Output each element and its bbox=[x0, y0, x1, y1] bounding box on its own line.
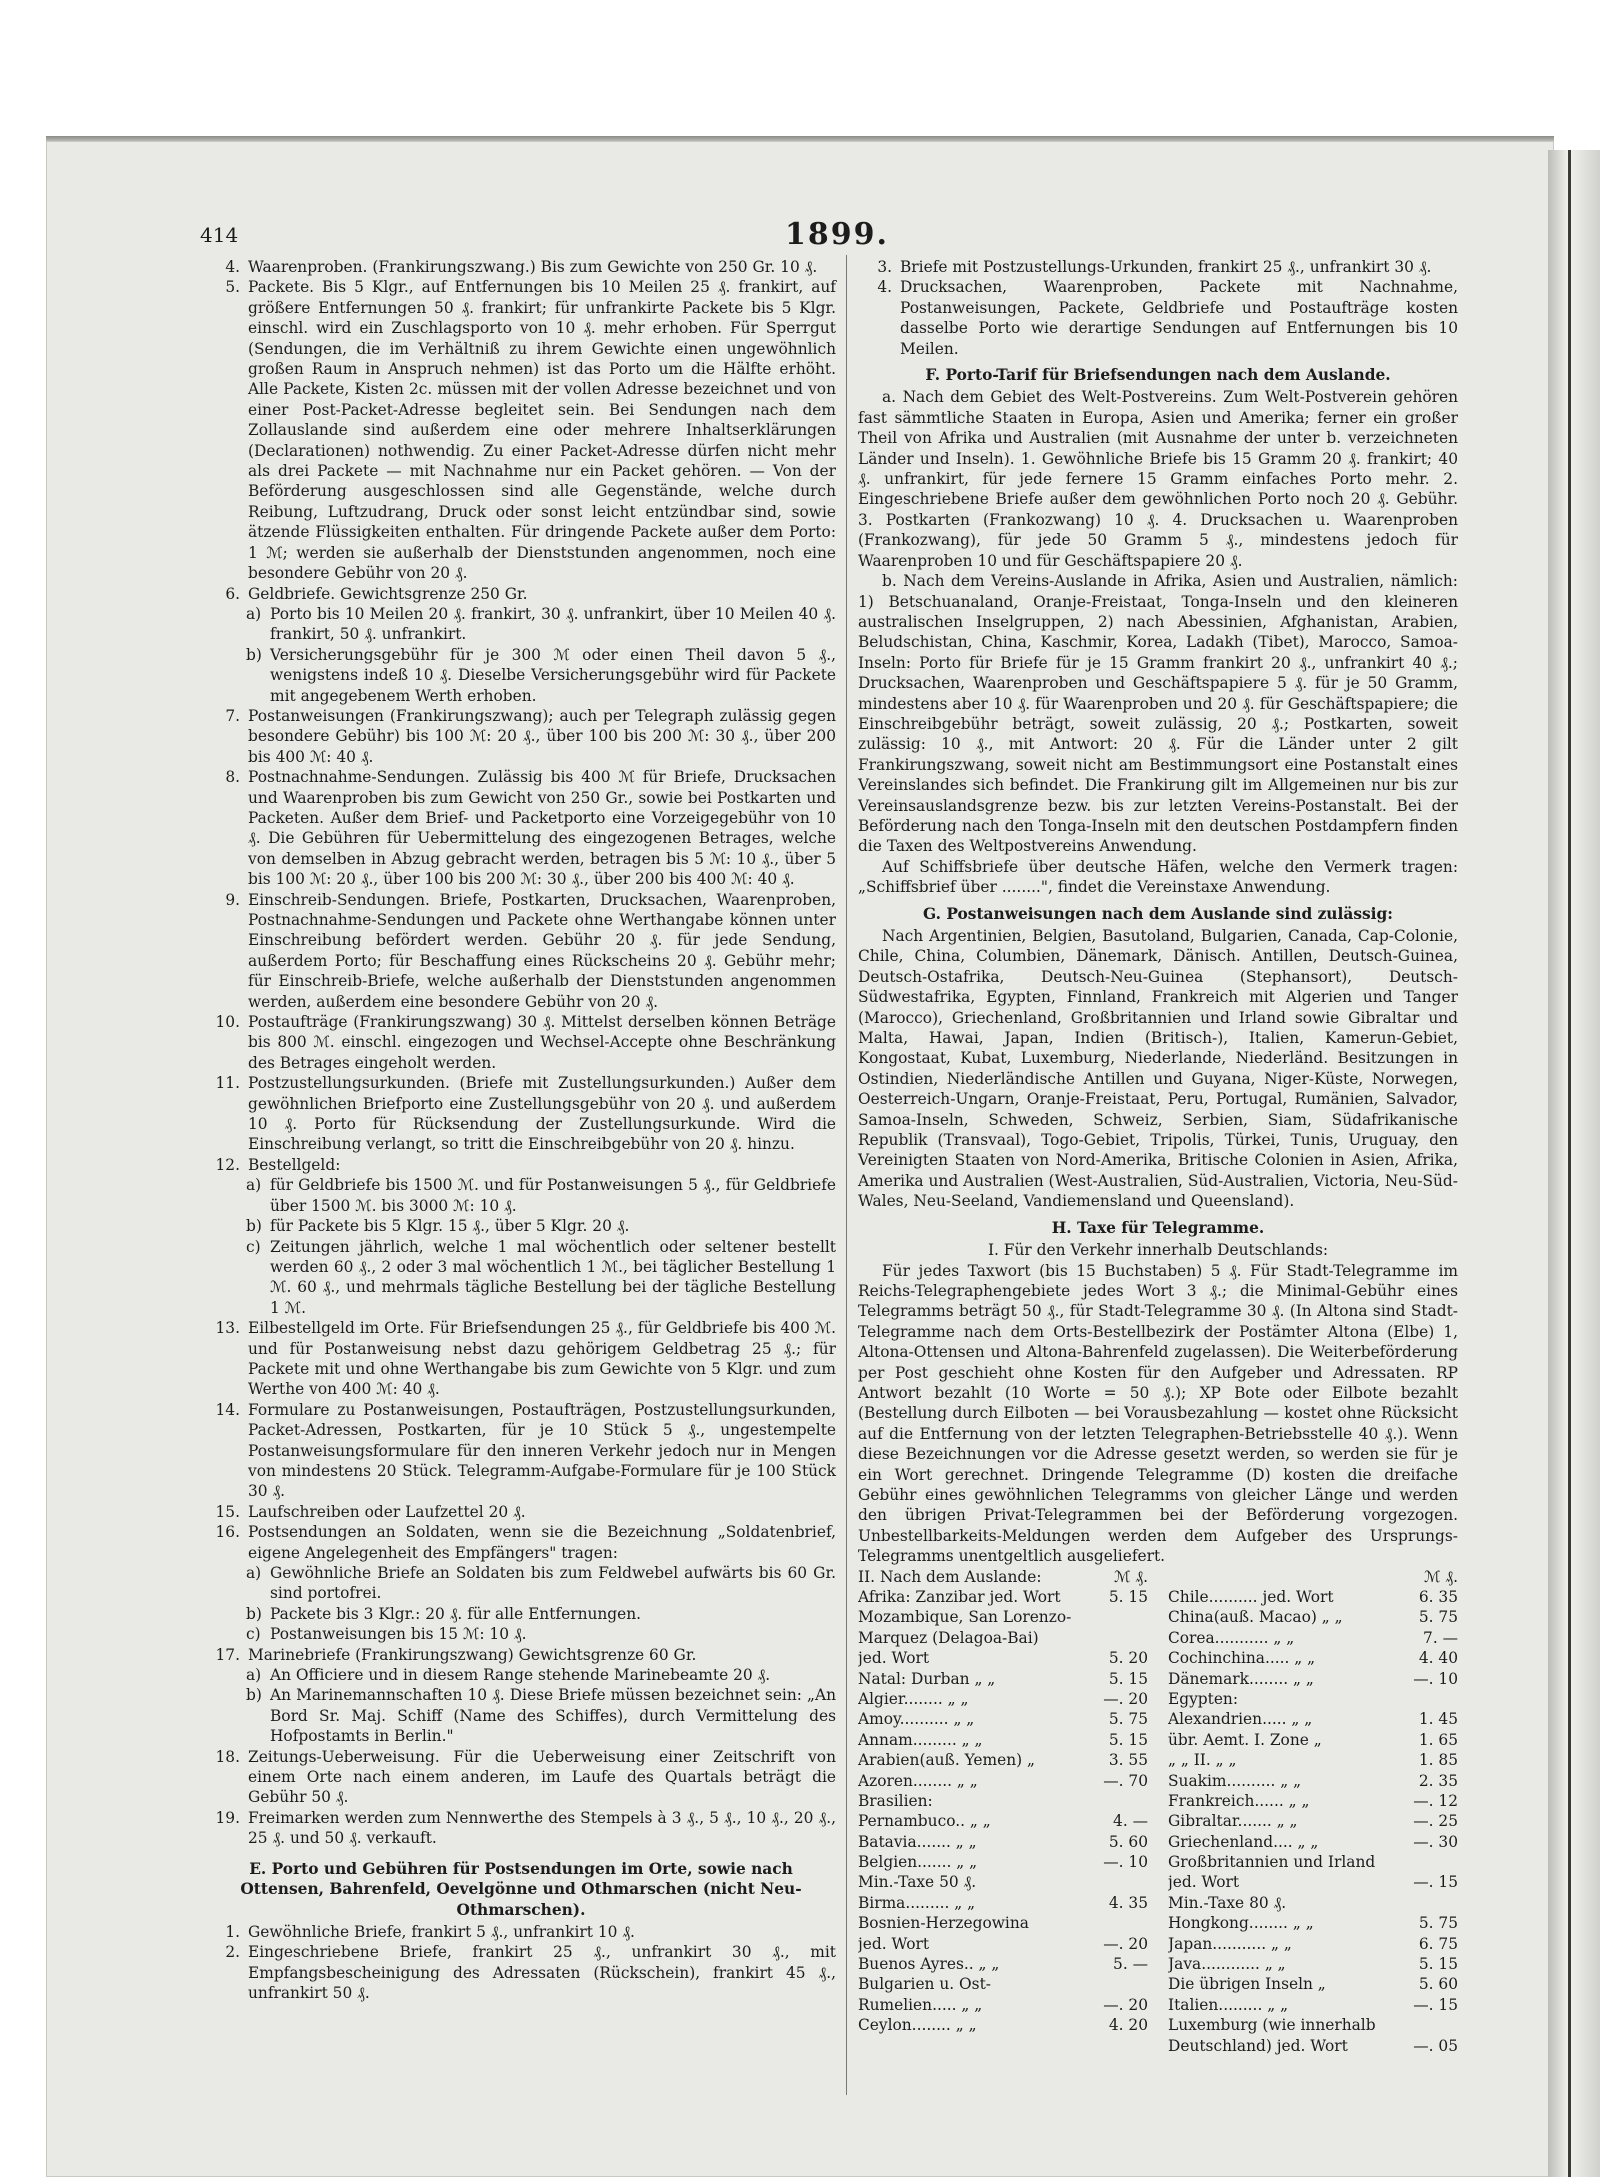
item-number: 12. bbox=[215, 1155, 240, 1174]
sub-item bbox=[246, 1624, 836, 1644]
rate-row bbox=[1168, 1852, 1458, 1872]
item-number: 17. bbox=[215, 1645, 240, 1664]
sub-item-letter: b) bbox=[246, 1686, 262, 1705]
numbered-item bbox=[206, 584, 836, 604]
rates-right-units: ℳ ₰. bbox=[1424, 1567, 1458, 1586]
left-column bbox=[206, 257, 836, 2004]
sub-item-text: für Packete bis 5 Klgr. 15 ₰., über 5 Klgr. 20 ₰. bbox=[270, 1217, 630, 1236]
rate-destination: Griechenland.... „ „ bbox=[1168, 1832, 1319, 1851]
rate-destination: Rumelien..... „ „ bbox=[858, 1995, 983, 2014]
telegram-rate-table bbox=[858, 1567, 1458, 2055]
section-e-title: E. Porto und Gebühren für Postsendungen im Orte, sowie nach Ottensen, Bahrenfeld, Oevelgönne und Othmarschen (nicht Neu-Othmarschen). bbox=[240, 1859, 802, 1919]
rate-row bbox=[1168, 1587, 1458, 1607]
rate-amount: —. 25 bbox=[1413, 1812, 1458, 1831]
numbered-item bbox=[206, 1012, 836, 1073]
rate-amount bbox=[1078, 1974, 1148, 1994]
item-number: 4. bbox=[877, 278, 892, 297]
sub-item-letter: b) bbox=[246, 645, 262, 664]
item-block bbox=[206, 1012, 836, 1073]
item-block bbox=[206, 1502, 836, 1522]
rate-row bbox=[858, 1648, 1148, 1668]
rate-amount: 4. — bbox=[1113, 1812, 1148, 1831]
rate-amount: 7. — bbox=[1423, 1628, 1458, 1647]
rate-amount: —. 10 bbox=[1413, 1669, 1458, 1688]
sub-item bbox=[246, 1604, 836, 1624]
rate-amount bbox=[1388, 2015, 1458, 2035]
item-number: 11. bbox=[215, 1074, 240, 1093]
rate-destination: Alexandrien..... „ „ bbox=[1168, 1710, 1313, 1729]
rate-row bbox=[858, 1587, 1148, 1607]
rate-amount: 5. 60 bbox=[1418, 1975, 1458, 1994]
rate-destination: Die übrigen Inseln „ bbox=[1168, 1975, 1326, 1994]
item-number: 6. bbox=[225, 584, 240, 603]
rate-amount: 6. 35 bbox=[1418, 1587, 1458, 1606]
item-text: Packete. Bis 5 Klgr., auf Entfernungen bis 10 Meilen 25 ₰. frankirt, auf größere Entfernungen 50 ₰. frankirt; für unfrankirte Packete bis 5 Klgr. einschl. wird ein Zuschlagsporto von 10 ₰. mehr erhoben. Für Sperrgut (Sendungen, die im Verhältniß zu ihrem Gewichte einen ungewöhnlich großen Raum in Anspruch nehmen) ist das Porto um die Hälfte erhöht. Alle Packete, Kisten 2c. müssen mit der vollen Adresse bezeichnet und von einer Post-Packet-Adresse begleitet sein. Bei Sendungen nach dem Zollauslande sind außerdem eine oder mehrere Inhaltserklärungen (Declarationen) nothwendig. Zu einer Packet-Adresse dürfen nicht mehr als drei Packete — mit Nachnahme nur ein Packet gehören. — Von der Beförderung ausgeschlossen sind alle Gegenstände, welche durch Reibung, Luftzudrang, Druck oder sonst leicht entzündbar sind, sowie ätzende Flüssigkeiten enthalten. Für dringende Packete außer dem Porto: 1 ℳ; werden sie außerhalb der Dienststunden angenommen, noch eine besondere Gebühr von 20 ₰. bbox=[248, 278, 836, 583]
rate-amount bbox=[1078, 1872, 1148, 1892]
numbered-item bbox=[206, 1922, 836, 1942]
rate-amount bbox=[1388, 1689, 1458, 1709]
sub-item-text: An Marinemannschaften 10 ₰. Diese Briefe müssen bezeichnet sein: „An Bord Sr. Maj. Schiff (Name des Schiffes), durch Vermittelung des Hofpostamts in Berlin." bbox=[270, 1686, 836, 1746]
item-block bbox=[206, 1942, 836, 2003]
item-block bbox=[206, 1922, 836, 1942]
item-text: Laufschreiben oder Laufzettel 20 ₰. bbox=[248, 1502, 526, 1521]
rate-amount: 5. 20 bbox=[1108, 1649, 1148, 1668]
sub-item-text: An Officiere und in diesem Range stehende Marinebeamte 20 ₰. bbox=[270, 1666, 771, 1685]
rate-amount: —. 20 bbox=[1103, 1934, 1148, 1953]
rate-row bbox=[858, 1832, 1148, 1852]
item-text: Postanweisungen (Frankirungszwang); auch per Telegraph zulässig gegen besondere Gebühr) bis 100 ℳ: 20 ₰., über 100 bis 200 ℳ: 30 ₰., über 200 bis 400 ℳ: 40 ₰. bbox=[248, 706, 836, 766]
rate-destination: Gibraltar....... „ „ bbox=[1168, 1812, 1298, 1831]
item-number: 1. bbox=[225, 1922, 240, 1941]
rate-amount: —. 05 bbox=[1413, 2036, 1458, 2055]
adjacent-page-edge bbox=[1548, 150, 1600, 2177]
rate-amount: —. 15 bbox=[1413, 1873, 1458, 1892]
rate-amount bbox=[1078, 1791, 1148, 1811]
rate-row bbox=[1168, 1669, 1458, 1689]
rate-amount: 5. — bbox=[1113, 1955, 1148, 1974]
rate-amount: 1. 85 bbox=[1418, 1751, 1458, 1770]
rate-row bbox=[1168, 1791, 1458, 1811]
item-text: Zeitungs-Ueberweisung. Für die Ueberweisung einer Zeitschrift von einem Orte nach einem anderen, im Laufe des Quartals beträgt die Gebühr 50 ₰. bbox=[248, 1747, 836, 1807]
item-number: 10. bbox=[215, 1013, 240, 1032]
sub-item-letter: a) bbox=[246, 1176, 262, 1195]
rate-row bbox=[858, 1913, 1148, 1933]
rate-amount: 1. 65 bbox=[1418, 1730, 1458, 1749]
rate-destination: Hongkong........ „ „ bbox=[1168, 1914, 1314, 1933]
rate-amount bbox=[1078, 1628, 1148, 1648]
rates-left-title: II. Nach dem Auslande: bbox=[858, 1567, 1042, 1586]
numbered-item bbox=[206, 1155, 836, 1175]
numbered-item bbox=[206, 1645, 836, 1665]
item-number: 9. bbox=[225, 890, 240, 909]
rate-row bbox=[1168, 1995, 1458, 2015]
item-text: Freimarken werden zum Nennwerthe des Stempels à 3 ₰., 5 ₰., 10 ₰., 20 ₰., 25 ₰. und 50 ₰. verkauft. bbox=[248, 1808, 836, 1848]
right-top-items bbox=[858, 257, 1458, 359]
rate-column-right bbox=[1168, 1567, 1458, 2056]
rate-destination: Min.-Taxe 50 ₰. bbox=[858, 1873, 977, 1892]
item-block bbox=[206, 1645, 836, 1747]
rate-amount: 5. 75 bbox=[1418, 1914, 1458, 1933]
rate-destination: Arabien(auß. Yemen) „ bbox=[858, 1751, 1036, 1770]
item-block bbox=[858, 257, 1458, 277]
rate-amount: 5. 15 bbox=[1418, 1955, 1458, 1974]
item-block bbox=[206, 767, 836, 889]
item-block bbox=[206, 1522, 836, 1644]
rates-left-units: ℳ ₰. bbox=[1114, 1567, 1148, 1586]
rate-row bbox=[858, 1872, 1148, 1892]
sub-item-letter: c) bbox=[246, 1625, 261, 1644]
sub-item-letter: a) bbox=[246, 1666, 262, 1685]
rate-destination: Afrika: Zanzibar jed. Wort bbox=[858, 1587, 1061, 1606]
item-text: Eilbestellgeld im Orte. Für Briefsendungen 25 ₰., für Geldbriefe bis 400 ℳ. und für Postanweisung nebst dazu gehörigem Geldbetrag 25 ₰.; für Packete mit und ohne Werthangabe bis zum Gewichte von 5 Klgr. und zum Werthe von 400 ℳ: 40 ₰. bbox=[248, 1319, 836, 1399]
rate-row bbox=[1168, 1628, 1458, 1648]
rate-destination: Frankreich...... „ „ bbox=[1168, 1791, 1310, 1810]
item-number: 4. bbox=[225, 258, 240, 276]
rate-destination: Cochinchina..... „ „ bbox=[1168, 1649, 1316, 1668]
rate-destination: Brasilien: bbox=[858, 1791, 933, 1810]
rate-destination: Japan........... „ „ bbox=[1168, 1934, 1292, 1953]
rate-amount bbox=[1078, 1913, 1148, 1933]
item-block bbox=[206, 1318, 836, 1400]
rate-amount: 5. 15 bbox=[1108, 1730, 1148, 1749]
rate-destination: Mozambique, San Lorenzo- bbox=[858, 1608, 1072, 1627]
rate-amount: 3. 55 bbox=[1108, 1751, 1148, 1770]
item-text: Briefe mit Postzustellungs-Urkunden, frankirt 25 ₰., unfrankirt 30 ₰. bbox=[900, 258, 1432, 276]
rate-header-row bbox=[1168, 1567, 1458, 1587]
item-text: Drucksachen, Waarenproben, Packete mit Nachnahme, Postanweisungen, Packete, Geldbriefe und Postaufträge kosten dasselbe Porto wie derartige Sendungen auf Entfernungen bis 10 Meilen. bbox=[900, 278, 1458, 358]
rate-destination: Java............ „ „ bbox=[1168, 1955, 1286, 1974]
item-text: Bestellgeld: bbox=[248, 1155, 341, 1174]
rate-destination: jed. Wort bbox=[858, 1934, 930, 1953]
rate-amount bbox=[1388, 1852, 1458, 1872]
section-f-para-a: a. Nach dem Gebiet des Welt-Postvereins. Zum Welt-Postverein gehören fast sämmtliche Staaten in Europa, Asien und Amerika; ferner ein großer Theil von Afrika und Australien (mit Ausnahme der unter b. verzeichneten Länder und Inseln). 1. Gewöhnliche Briefe bis 15 Gramm 20 ₰. frankirt; 40 ₰. unfrankirt, für jede fernere 15 Gramm einfaches Porto mehr. 2. Eingeschriebene Briefe außer dem gewöhnlichen Porto noch 20 ₰. Gebühr. 3. Postkarten (Frankozwang) 10 ₰. 4. Drucksachen u. Waarenproben (Frankozwang), für jede 50 Gramm 5 ₰., mindestens jedoch für Waarenproben 10 und für Geschäftspapiere 20 ₰. bbox=[858, 388, 1458, 570]
sub-item-letter: b) bbox=[246, 1217, 262, 1236]
rates-right-rows bbox=[1168, 1587, 1458, 2056]
rate-row bbox=[858, 1893, 1148, 1913]
rate-destination: Buenos Ayres.. „ „ bbox=[858, 1955, 1000, 1974]
numbered-item bbox=[206, 706, 836, 767]
section-h-subtitle: I. Für den Verkehr innerhalb Deutschlands: bbox=[987, 1241, 1329, 1260]
rate-destination: Algier........ „ „ bbox=[858, 1689, 969, 1708]
rate-amount: 5. 75 bbox=[1108, 1710, 1148, 1729]
rate-row bbox=[858, 1750, 1148, 1770]
numbered-item bbox=[206, 1942, 836, 2003]
rate-destination: Bosnien-Herzegowina bbox=[858, 1914, 1029, 1933]
left-items bbox=[206, 257, 836, 1849]
rate-row bbox=[858, 1954, 1148, 1974]
rate-row bbox=[1168, 1750, 1458, 1770]
sub-item-text: Zeitungen jährlich, welche 1 mal wöchentlich oder seltener bestellt werden 60 ₰., 2 oder 3 mal wöchentlich 1 ℳ., bei täglicher Bestellung 1 ℳ. 60 ₰., und mehrmals tägliche Bestellung bei der tägliche Bestellung 1 ℳ. bbox=[270, 1237, 836, 1317]
rate-row bbox=[858, 1852, 1148, 1872]
rate-amount: 1. 45 bbox=[1418, 1710, 1458, 1729]
item-number: 2. bbox=[225, 1943, 240, 1962]
rate-destination: jed. Wort bbox=[1168, 1873, 1240, 1892]
rate-row bbox=[1168, 1771, 1458, 1791]
item-number: 7. bbox=[225, 706, 240, 725]
sub-item-text: für Geldbriefe bis 1500 ℳ. und für Postanweisungen 5 ₰., für Geldbriefe über 1500 ℳ. bis 3000 ℳ: 10 ₰. bbox=[270, 1176, 836, 1215]
item-block bbox=[206, 277, 836, 583]
rate-destination: Deutschland) jed. Wort bbox=[1168, 2036, 1348, 2055]
section-f-title: F. Porto-Tarif für Briefsendungen nach dem Auslande. bbox=[925, 366, 1391, 385]
page-year: 1899. bbox=[785, 217, 889, 252]
rate-amount bbox=[1388, 1893, 1458, 1913]
sub-item bbox=[246, 1685, 836, 1746]
rate-row bbox=[1168, 1648, 1458, 1668]
rate-destination: China(auß. Macao) „ „ bbox=[1168, 1608, 1343, 1627]
rate-destination: Corea........... „ „ bbox=[1168, 1628, 1295, 1647]
sub-item-letter: a) bbox=[246, 604, 262, 623]
section-g-title: G. Postanweisungen nach dem Auslande sind zulässig: bbox=[923, 904, 1393, 923]
rate-amount: —. 20 bbox=[1103, 1689, 1148, 1708]
item-number: 15. bbox=[215, 1502, 240, 1521]
item-block bbox=[206, 1747, 836, 1808]
numbered-item bbox=[206, 1400, 836, 1502]
numbered-item bbox=[206, 1808, 836, 1849]
item-number: 19. bbox=[215, 1808, 240, 1827]
rate-row bbox=[858, 1607, 1148, 1627]
rate-row bbox=[1168, 1689, 1458, 1709]
rate-destination: Luxemburg (wie innerhalb bbox=[1168, 2016, 1376, 2035]
rate-destination: Italien......... „ „ bbox=[1168, 1995, 1289, 2014]
numbered-item bbox=[206, 1502, 836, 1522]
rate-row bbox=[1168, 1954, 1458, 1974]
rate-amount: 5. 75 bbox=[1418, 1608, 1458, 1627]
rate-amount: —. 10 bbox=[1103, 1853, 1148, 1872]
item-number: 5. bbox=[225, 278, 240, 297]
rate-row bbox=[1168, 1730, 1458, 1750]
rate-row bbox=[1168, 1832, 1458, 1852]
numbered-item bbox=[858, 257, 1458, 277]
sub-item-text: Versicherungsgebühr für je 300 ℳ oder einen Theil davon 5 ₰., wenigstens indeß 10 ₰. Dieselbe Versicherungsgebühr wird für Packete mit angegebenem Werth erhoben. bbox=[270, 645, 836, 705]
sub-item-text: Postanweisungen bis 15 ℳ: 10 ₰. bbox=[270, 1625, 527, 1644]
rate-amount: —. 30 bbox=[1413, 1832, 1458, 1851]
sub-item-letter: b) bbox=[246, 1604, 262, 1623]
rate-row bbox=[1168, 1934, 1458, 1954]
item-block bbox=[206, 1808, 836, 1849]
rate-row bbox=[858, 1791, 1148, 1811]
rate-destination: Birma......... „ „ bbox=[858, 1893, 976, 1912]
item-block bbox=[858, 277, 1458, 359]
rate-destination: Batavia....... „ „ bbox=[858, 1832, 977, 1851]
rate-destination: Pernambuco.. „ „ bbox=[858, 1812, 991, 1831]
section-f-para-b: b. Nach dem Vereins-Auslande in Afrika, Asien und Australien, nämlich: 1) Betschuanaland, Oranje-Freistaat, Tonga-Inseln und den kleineren australischen Inselgruppen, 2) nach Abessinien, Afghanistan, Arabien, Beludschistan, China, Kaschmir, Korea, Ladakh (Tibet), Marocco, Samoa-Inseln: Porto für Briefe für je 15 Gramm frankirt 20 ₰., unfrankirt 40 ₰.; Drucksachen, Waarenproben und Geschäftspapiere 5 ₰. für je 50 Gramm, mindestens aber 10 ₰. für Waarenproben und 20 ₰. für Geschäftspapiere; die Einschreibgebühr beträgt, soweit zulässig, 20 ₰.; Postkarten, soweit zulässig: 10 ₰., mit Antwort: 20 ₰. Für die Länder unter 2 gilt Frankirungszwang, soweit nicht am Bestimmungsort eine Postanstalt eines Vereinslandes sich befindet. Die Frankirung gilt im Allgemeinen nur bis zur Vereinsauslandsgrenze bezw. bis zur letzten Vereins-Postanstalt. Bei der Beförderung nach den Tonga-Inseln mit den deutschen Postdampfern finden die Taxen des Weltpostvereins Anwendung. bbox=[858, 572, 1458, 856]
item-number: 16. bbox=[215, 1523, 240, 1542]
item-number: 8. bbox=[225, 768, 240, 787]
rate-destination: Marquez (Delagoa-Bai) bbox=[858, 1628, 1039, 1647]
rate-row bbox=[1168, 2015, 1458, 2035]
item-text: Einschreib-Sendungen. Briefe, Postkarten, Drucksachen, Waarenproben, Postnachnahme-Sendungen und Packete ohne Werthangabe können unter Einschreibung befördert werden. Gebühr 20 ₰. für jede Sendung, außerdem Porto; für Beschaffung eines Rückscheins 20 ₰. Gebühr mehr; für Einschreib-Briefe, welche außerhalb der Dienststunden angenommen werden, außerdem eine besondere Gebühr von 20 ₰. bbox=[248, 890, 836, 1011]
rates-left-rows bbox=[858, 1587, 1148, 2036]
rate-row bbox=[1168, 1872, 1458, 1892]
sub-item bbox=[246, 1216, 836, 1236]
sub-item bbox=[246, 604, 836, 645]
rate-row bbox=[1168, 1607, 1458, 1627]
rate-row bbox=[1168, 2036, 1458, 2056]
section-g-text: Nach Argentinien, Belgien, Basutoland, Bulgarien, Canada, Cap-Colonie, Chile, China, Columbien, Dänemark, Dänisch. Antillen, Deutsch-Guinea, Deutsch-Ostafrika, Deutsch-Neu-Guinea (Stephansort), Deutsch-Südwestafrika, Egypten, Finnland, Frankreich mit Algerien und Tanger (Marocco), Griechenland, Großbritannien und Irland sowie Gibraltar und Malta, Hawai, Japan, Indien (Britisch-), Italien, Kamerun-Gebiet, Kongostaat, Kubat, Luxemburg, Niederlande, Niederländ. Besitzungen in Ostindien, Niederländische Antillen und Guyana, Niger-Küste, Norwegen, Oesterreich-Ungarn, Oranje-Freistaat, Peru, Portugal, Rumänien, Salvador, Samoa-Inseln, Schweden, Schweiz, Serbien, Siam, Südafrikanische Republik (Transvaal), Togo-Gebiet, Tripolis, Türkei, Tunis, Uruguay, den Vereinigten Staaten von Nord-Amerika, Britische Colonien in Asien, Afrika, Amerika und Australien (West-Australien, Süd-Australien, Victoria, Neu-Süd-Wales, Neu-Seeland, Vandiemensland und Queensland). bbox=[858, 927, 1458, 1211]
rate-row bbox=[858, 1730, 1148, 1750]
item-block bbox=[206, 257, 836, 277]
rate-header-row bbox=[858, 1567, 1148, 1587]
section-h-text: Für jedes Taxwort (bis 15 Buchstaben) 5 ₰. Für Stadt-Telegramme im Reichs-Telegraphengebiete jedes Wort 3 ₰.; die Minimal-Gebühr eines Telegramms beträgt 50 ₰., für Stadt-Telegramme 30 ₰. (In Altona sind Stadt-Telegramme nach dem Orts-Bestellbezirk der Postämter Altona (Elbe) 1, Altona-Ottensen und Altona-Bahrenfeld zugelassen). Die Weiterbeförderung per Post geschieht ohne Kosten für den Aufgeber und Adressaten. RP Antwort bezahlt (10 Worte = 50 ₰.); XP Bote oder Eilbote bezahlt (Bestellung durch Eilboten — bei Vorausbezahlung — kostet ohne Rücksicht auf die Entfernung von der letzten Telegraphen-Betriebsstelle 40 ₰.). Wenn diese Bezeichnungen vor die Adresse gesetzt werden, so werden sie für je ein Wort gerechnet. Dringende Telegramme (D) kosten die dreifache Gebühr eines gewöhnlichen Telegramms von gleicher Länge und werden den übrigen Privat-Telegrammen bei der Beförderung vorgezogen. Unbestellbarkeits-Meldungen werden dem Aufgeber des Ursprungs-Telegramms unentgeltlich ausgeliefert. bbox=[858, 1261, 1458, 1566]
numbered-item bbox=[206, 890, 836, 1012]
numbered-item bbox=[858, 277, 1458, 359]
rate-row bbox=[1168, 1811, 1458, 1831]
rate-amount: —. 70 bbox=[1103, 1771, 1148, 1790]
sub-item-letter: c) bbox=[246, 1237, 261, 1256]
rate-destination: Annam......... „ „ bbox=[858, 1730, 983, 1749]
rate-row bbox=[1168, 1913, 1458, 1933]
rate-amount bbox=[1078, 1607, 1148, 1627]
rate-row bbox=[1168, 1893, 1458, 1913]
rate-amount: 5. 15 bbox=[1108, 1587, 1148, 1606]
rate-row bbox=[858, 1934, 1148, 1954]
sub-item-text: Gewöhnliche Briefe an Soldaten bis zum Feldwebel aufwärts bis 60 Gr. sind portofrei. bbox=[270, 1564, 836, 1603]
rate-amount: 2. 35 bbox=[1418, 1771, 1458, 1790]
rate-amount: 4. 35 bbox=[1108, 1893, 1148, 1912]
item-number: 18. bbox=[215, 1747, 240, 1766]
numbered-item bbox=[206, 277, 836, 583]
rate-destination: Azoren........ „ „ bbox=[858, 1771, 978, 1790]
rate-destination: Ceylon........ „ „ bbox=[858, 2016, 977, 2035]
item-text: Gewöhnliche Briefe, frankirt 5 ₰., unfrankirt 10 ₰. bbox=[248, 1922, 635, 1941]
item-text: Postnachnahme-Sendungen. Zulässig bis 400 ℳ für Briefe, Drucksachen und Waarenproben bis zum Gewicht von 250 Gr., sowie bei Postkarten und Packeten. Außer dem Brief- und Packetporto eine Vorzeigegebühr von 10 ₰. Die Gebühren für Uebermittelung des eingezogenen Betrages, welche von demselben in Abzug gebracht werden, betragen bis 5 ℳ: 10 ₰., über 5 bis 100 ℳ: 20 ₰., über 100 bis 200 ℳ: 30 ₰., über 200 bis 400 ℳ: 40 ₰. bbox=[248, 768, 836, 889]
item-text: Postsendungen an Soldaten, wenn sie die Bezeichnung „Soldatenbrief, eigene Angelegenheit des Empfängers" tragen: bbox=[248, 1523, 836, 1562]
item-text: Postaufträge (Frankirungszwang) 30 ₰. Mittelst derselben können Beträge bis 800 ℳ. einschl. eingezogen und Wechsel-Accepte ohne Beschränkung des Betrages eingeholt werden. bbox=[248, 1013, 836, 1072]
rate-destination: Dänemark........ „ „ bbox=[1168, 1669, 1314, 1688]
rate-row bbox=[858, 1628, 1148, 1648]
right-column bbox=[858, 257, 1458, 2055]
rate-destination: Suakim.......... „ „ bbox=[1168, 1771, 1302, 1790]
rate-destination: Amoy.......... „ „ bbox=[858, 1710, 975, 1729]
sub-item bbox=[246, 1175, 836, 1216]
item-block bbox=[206, 706, 836, 767]
rate-amount: —. 12 bbox=[1413, 1791, 1458, 1810]
item-text: Marinebriefe (Frankirungszwang) Gewichtsgrenze 60 Gr. bbox=[248, 1645, 697, 1664]
rate-destination: Großbritannien und Irland bbox=[1168, 1853, 1376, 1872]
rate-amount: 4. 20 bbox=[1108, 2016, 1148, 2035]
rate-destination: Chile.......... jed. Wort bbox=[1168, 1587, 1334, 1606]
item-block bbox=[206, 890, 836, 1012]
rate-destination: Egypten: bbox=[1168, 1689, 1239, 1708]
rate-row bbox=[858, 1974, 1148, 1994]
numbered-item bbox=[206, 767, 836, 889]
rate-amount: —. 15 bbox=[1413, 1995, 1458, 2014]
rate-destination: Belgien....... „ „ bbox=[858, 1853, 978, 1872]
rate-row bbox=[1168, 1709, 1458, 1729]
numbered-item bbox=[206, 1073, 836, 1155]
rate-row bbox=[858, 1669, 1148, 1689]
rate-destination: Natal: Durban „ „ bbox=[858, 1669, 996, 1688]
rate-row bbox=[858, 2015, 1148, 2035]
rate-amount: 5. 60 bbox=[1108, 1832, 1148, 1851]
sub-item-letter: a) bbox=[246, 1564, 262, 1582]
item-text: Geldbriefe. Gewichtsgrenze 250 Gr. bbox=[248, 584, 528, 603]
sub-item bbox=[246, 645, 836, 706]
rate-destination: Min.-Taxe 80 ₰. bbox=[1168, 1893, 1287, 1912]
rate-destination: „ „ II. „ „ bbox=[1168, 1751, 1237, 1770]
rate-row bbox=[858, 1709, 1148, 1729]
page-header bbox=[200, 217, 1450, 253]
item-block bbox=[206, 584, 836, 706]
column-divider bbox=[846, 255, 847, 2095]
rate-column-left bbox=[858, 1567, 1148, 2036]
sub-item bbox=[246, 1237, 836, 1319]
page-number: 414 bbox=[200, 223, 239, 247]
rate-row bbox=[1168, 1974, 1458, 1994]
sub-item bbox=[246, 1665, 836, 1685]
rate-amount: —. 20 bbox=[1103, 1995, 1148, 2014]
item-number: 3. bbox=[877, 258, 892, 276]
rate-amount: 4. 40 bbox=[1418, 1649, 1458, 1668]
rate-amount: 6. 75 bbox=[1418, 1934, 1458, 1953]
rate-amount: 5. 15 bbox=[1108, 1669, 1148, 1688]
rate-row bbox=[858, 1771, 1148, 1791]
item-text: Eingeschriebene Briefe, frankirt 25 ₰., unfrankirt 30 ₰., mit Empfangsbescheinigung des Adressaten (Rückschein), frankirt 45 ₰., unfrankirt 50 ₰. bbox=[248, 1943, 836, 2003]
section-e-items bbox=[206, 1922, 836, 2004]
rate-destination: übr. Aemt. I. Zone „ bbox=[1168, 1730, 1322, 1749]
numbered-item bbox=[206, 1747, 836, 1808]
numbered-item bbox=[206, 1318, 836, 1400]
section-f-para-c: Auf Schiffsbriefe über deutsche Häfen, welche den Vermerk tragen: „Schiffsbrief über ........", findet die Vereinstaxe Anwendung. bbox=[858, 857, 1458, 897]
sub-item bbox=[246, 1563, 836, 1604]
item-number: 14. bbox=[215, 1400, 240, 1419]
item-text: Formulare zu Postanweisungen, Postaufträgen, Postzustellungsurkunden, Packet-Adressen, Postkarten, für je 10 Stück 5 ₰., ungestempelte Postanweisungsformulare für den inneren Verkehr jedoch nur in Mengen von mindestens 20 Stück. Telegramm-Aufgabe-Formulare für je 100 Stück 30 ₰. bbox=[248, 1400, 836, 1501]
item-block bbox=[206, 1400, 836, 1502]
sub-item-text: Porto bis 10 Meilen 20 ₰. frankirt, 30 ₰. unfrankirt, über 10 Meilen 40 ₰. frankirt, 50 ₰. unfrankirt. bbox=[270, 604, 836, 644]
item-text: Waarenproben. (Frankirungszwang.) Bis zum Gewichte von 250 Gr. 10 ₰. bbox=[248, 258, 818, 276]
rate-row bbox=[858, 1995, 1148, 2015]
rate-destination: Bulgarien u. Ost- bbox=[858, 1975, 991, 1994]
rate-row bbox=[858, 1689, 1148, 1709]
rate-destination: jed. Wort bbox=[858, 1649, 930, 1668]
item-block bbox=[206, 1155, 836, 1318]
binding-line bbox=[1568, 150, 1571, 2177]
section-h-title: H. Taxe für Telegramme. bbox=[1051, 1218, 1265, 1237]
item-text: Postzustellungsurkunden. (Briefe mit Zustellungsurkunden.) Außer dem gewöhnlichen Briefporto eine Zustellungsgebühr von 20 ₰. und außerdem 10 ₰. Porto für Rücksendung der Zustellungsurkunde. Wird die Einschreibung verlangt, so tritt die Einschreibgebühr von 20 ₰. hinzu. bbox=[248, 1074, 836, 1154]
numbered-item bbox=[206, 1522, 836, 1563]
sub-item-text: Packete bis 3 Klgr.: 20 ₰. für alle Entfernungen. bbox=[270, 1604, 642, 1623]
rate-row bbox=[858, 1811, 1148, 1831]
numbered-item bbox=[206, 257, 836, 277]
item-number: 13. bbox=[215, 1319, 240, 1338]
item-block bbox=[206, 1073, 836, 1155]
